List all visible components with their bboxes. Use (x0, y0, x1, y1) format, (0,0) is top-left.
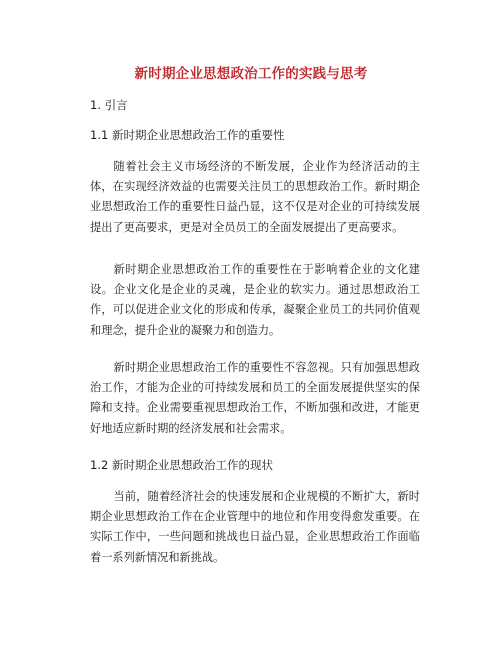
paragraph-1: 随着社会主义市场经济的不断发展，企业作为经济活动的主体，在实现经济效益的也需要关注员工的思想政治工作。新时期企业思想政治工作的重要性日益凸显，这不仅是对企业的可持续发展提出了更高要求，更是对全员员工的全面发展提出了更高要求。 (90, 160, 420, 234)
section-heading-1-2: 1.2 新时期企业思想政治工作的现状 (90, 458, 273, 472)
section-heading-1: 1. 引言 (90, 98, 128, 112)
paragraph-4: 当前，随着经济社会的快速发展和企业规模的不断扩大，新时期企业思想政治工作在企业管理中的地位和作用变得愈发重要。在实际工作中，一些问题和挑战也日益凸显，企业思想政治工作面临着一系列新情况和新挑战。 (90, 490, 420, 564)
document-title: 新时期企业思想政治工作的实践与思考 (134, 66, 368, 82)
paragraph-2: 新时期企业思想政治工作的重要性在于影响着企业的文化建设。企业文化是企业的灵魂，是企业的软实力。通过思想政治工作，可以促进企业文化的形成和传承，凝聚企业员工的共同价值观和理念，提升企业的凝聚力和创造力。 (90, 263, 420, 337)
paragraph-3: 新时期企业思想政治工作的重要性不容忽视。只有加强思想政治工作，才能为企业的可持续发展和员工的全面发展提供坚实的保障和支持。企业需要重视思想政治工作，不断加强和改进，才能更好地适应新时期的经济发展和社会需求。 (90, 361, 420, 435)
section-heading-1-1: 1.1 新时期企业思想政治工作的重要性 (90, 128, 285, 142)
